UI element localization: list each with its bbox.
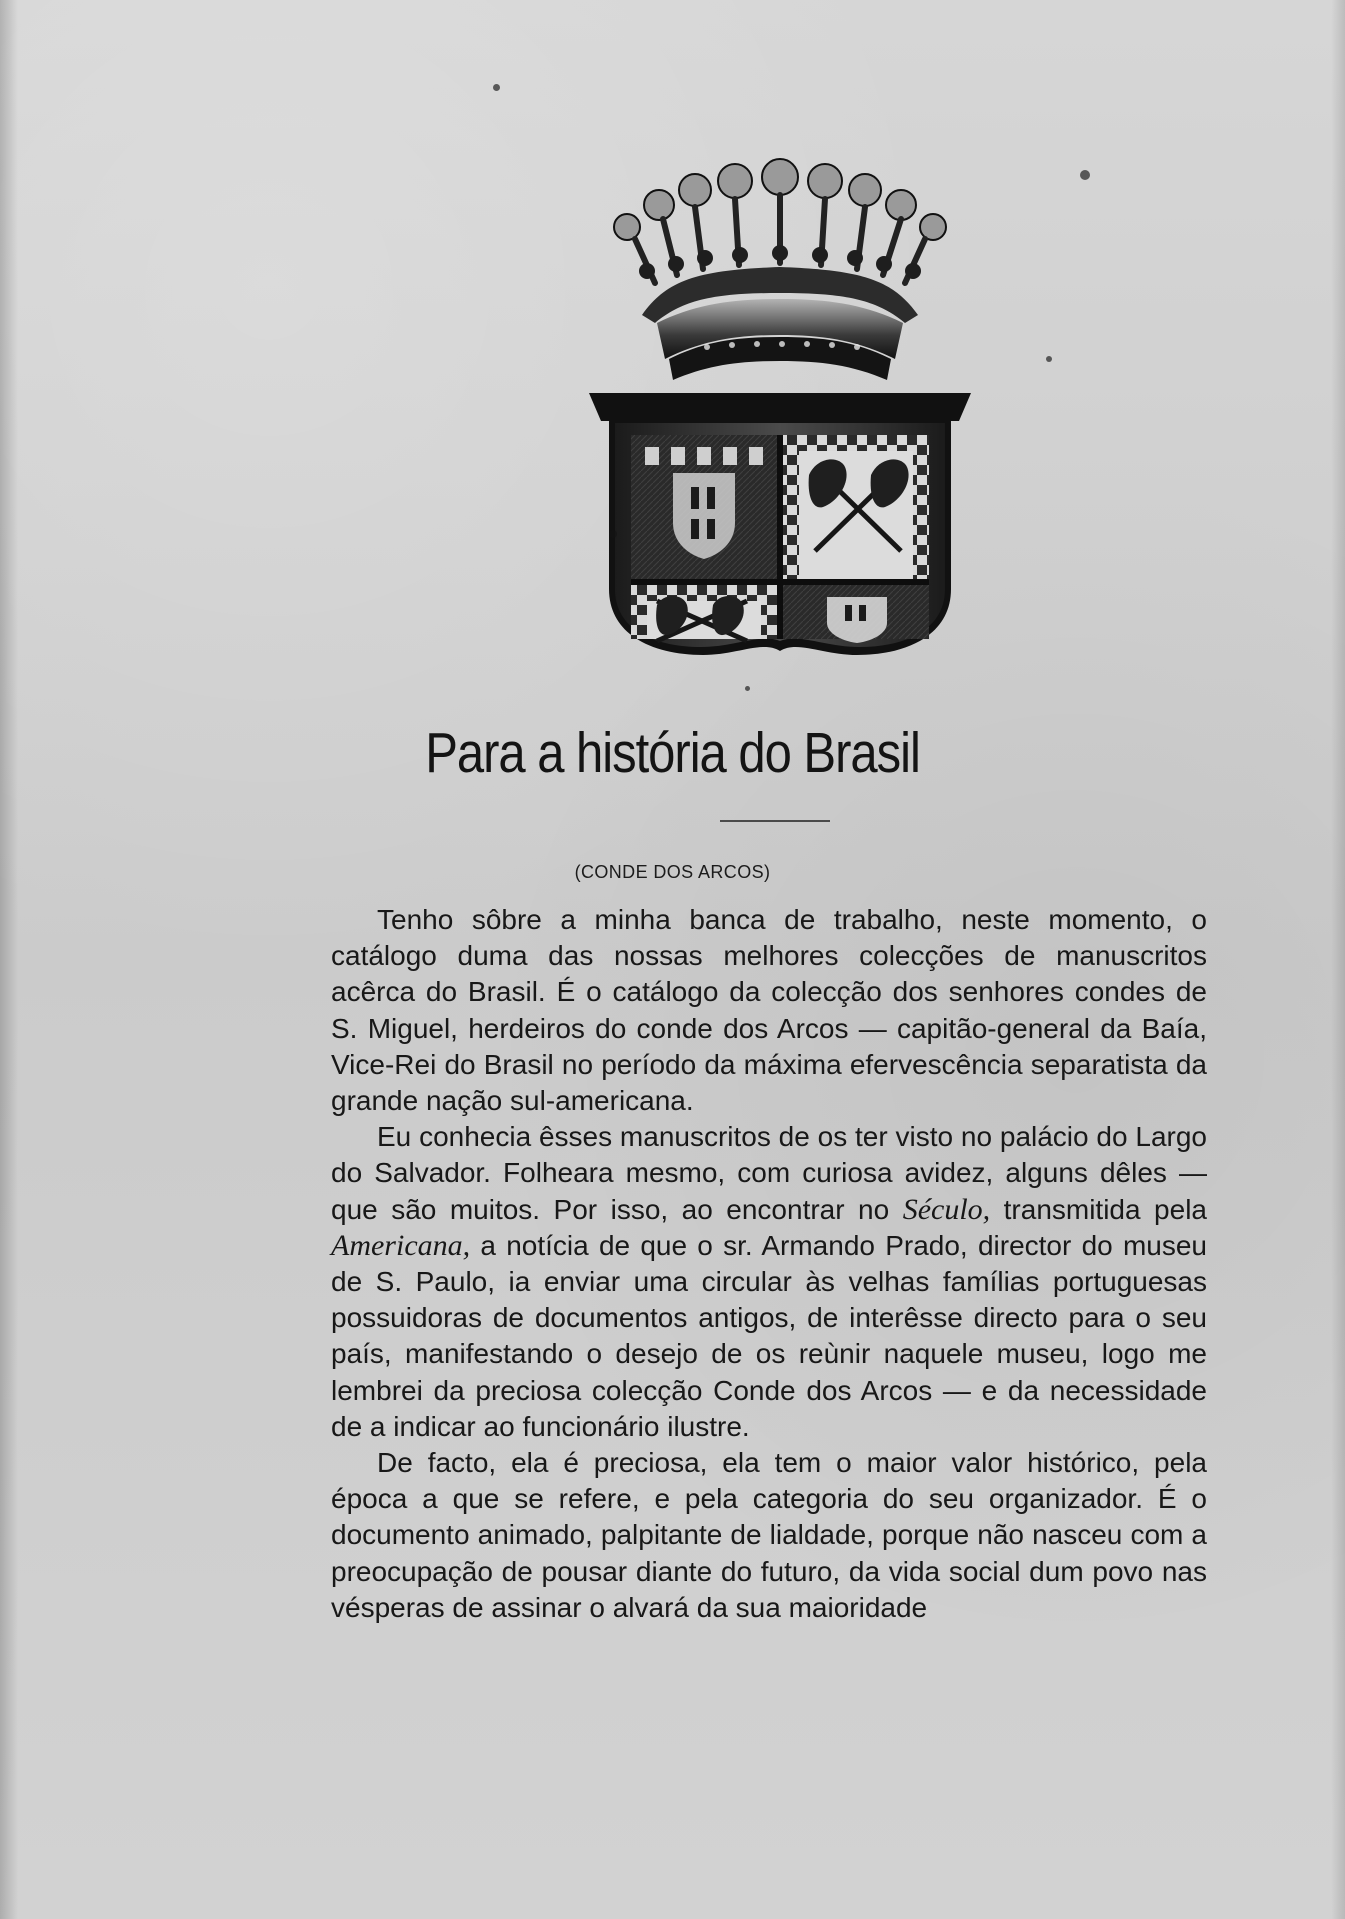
article-body bbox=[331, 902, 1207, 1626]
paragraph-2-part-1: Eu conhecia êsses manuscritos de os ter visto no palácio do Largo do Salvador. Folheara mesmo, com curiosa avidez, alguns dêles — que são muitos. Por isso, ao encontrar no bbox=[331, 1121, 1207, 1225]
paragraph-3: De facto, ela é preciosa, ela tem o maior valor histórico, pela época a que se refere, e pela categoria do seu organizador. É o documento animado, palpitante de lialdade, porque não nasceu com a preocupação de pousar diante do futuro, da vida social dum povo nas vésperas de assinar o alvará da sua maioridade bbox=[331, 1447, 1207, 1623]
paragraph-1: Tenho sôbre a minha banca de trabalho, neste momento, o catálogo duma das nossas melhores colecções de manuscritos acêrca do Brasil. É o catálogo da colecção dos senhores condes de S. Miguel, herdeiros do conde dos Arcos — capitão-general da Baía, Vice-Rei do Brasil no período da máxima efervescência separatista da grande nação sul-americana. bbox=[331, 904, 1207, 1117]
left-page-shadow bbox=[0, 0, 18, 1919]
paragraph-2-italic-2: Americana, bbox=[331, 1228, 471, 1262]
paper-speck bbox=[609, 530, 617, 538]
paper-speck bbox=[1080, 170, 1090, 180]
page-subtitle: (CONDE DOS ARCOS) bbox=[574, 862, 771, 882]
right-page-shadow bbox=[1331, 0, 1345, 1919]
coat-of-arms-emblem bbox=[587, 135, 973, 667]
page-title: Para a história do Brasil bbox=[425, 721, 920, 785]
title-divider bbox=[720, 820, 830, 822]
paragraph-2-part-3: a notícia de que o sr. Armando Prado, director do museu de S. Paulo, ia enviar uma circular às velhas famílias portuguesas possuidoras de documentos antigos, de interêsse directo para o seu país, manifestando o desejo de os reùnir naquele museu, logo me lembrei da preciosa colecção Conde dos Arcos — e da necessidade de a indicar ao funcionário ilustre. bbox=[331, 1229, 1207, 1442]
paragraph-2 bbox=[331, 1119, 1207, 1445]
paper-speck bbox=[493, 84, 500, 91]
shield-icon bbox=[589, 393, 971, 655]
paper-speck bbox=[1046, 356, 1052, 362]
crown-icon bbox=[614, 159, 946, 380]
paper-speck bbox=[745, 686, 750, 691]
paragraph-2-part-2: transmitida pela bbox=[990, 1193, 1207, 1225]
paragraph-2-italic-1: Século, bbox=[902, 1192, 991, 1226]
